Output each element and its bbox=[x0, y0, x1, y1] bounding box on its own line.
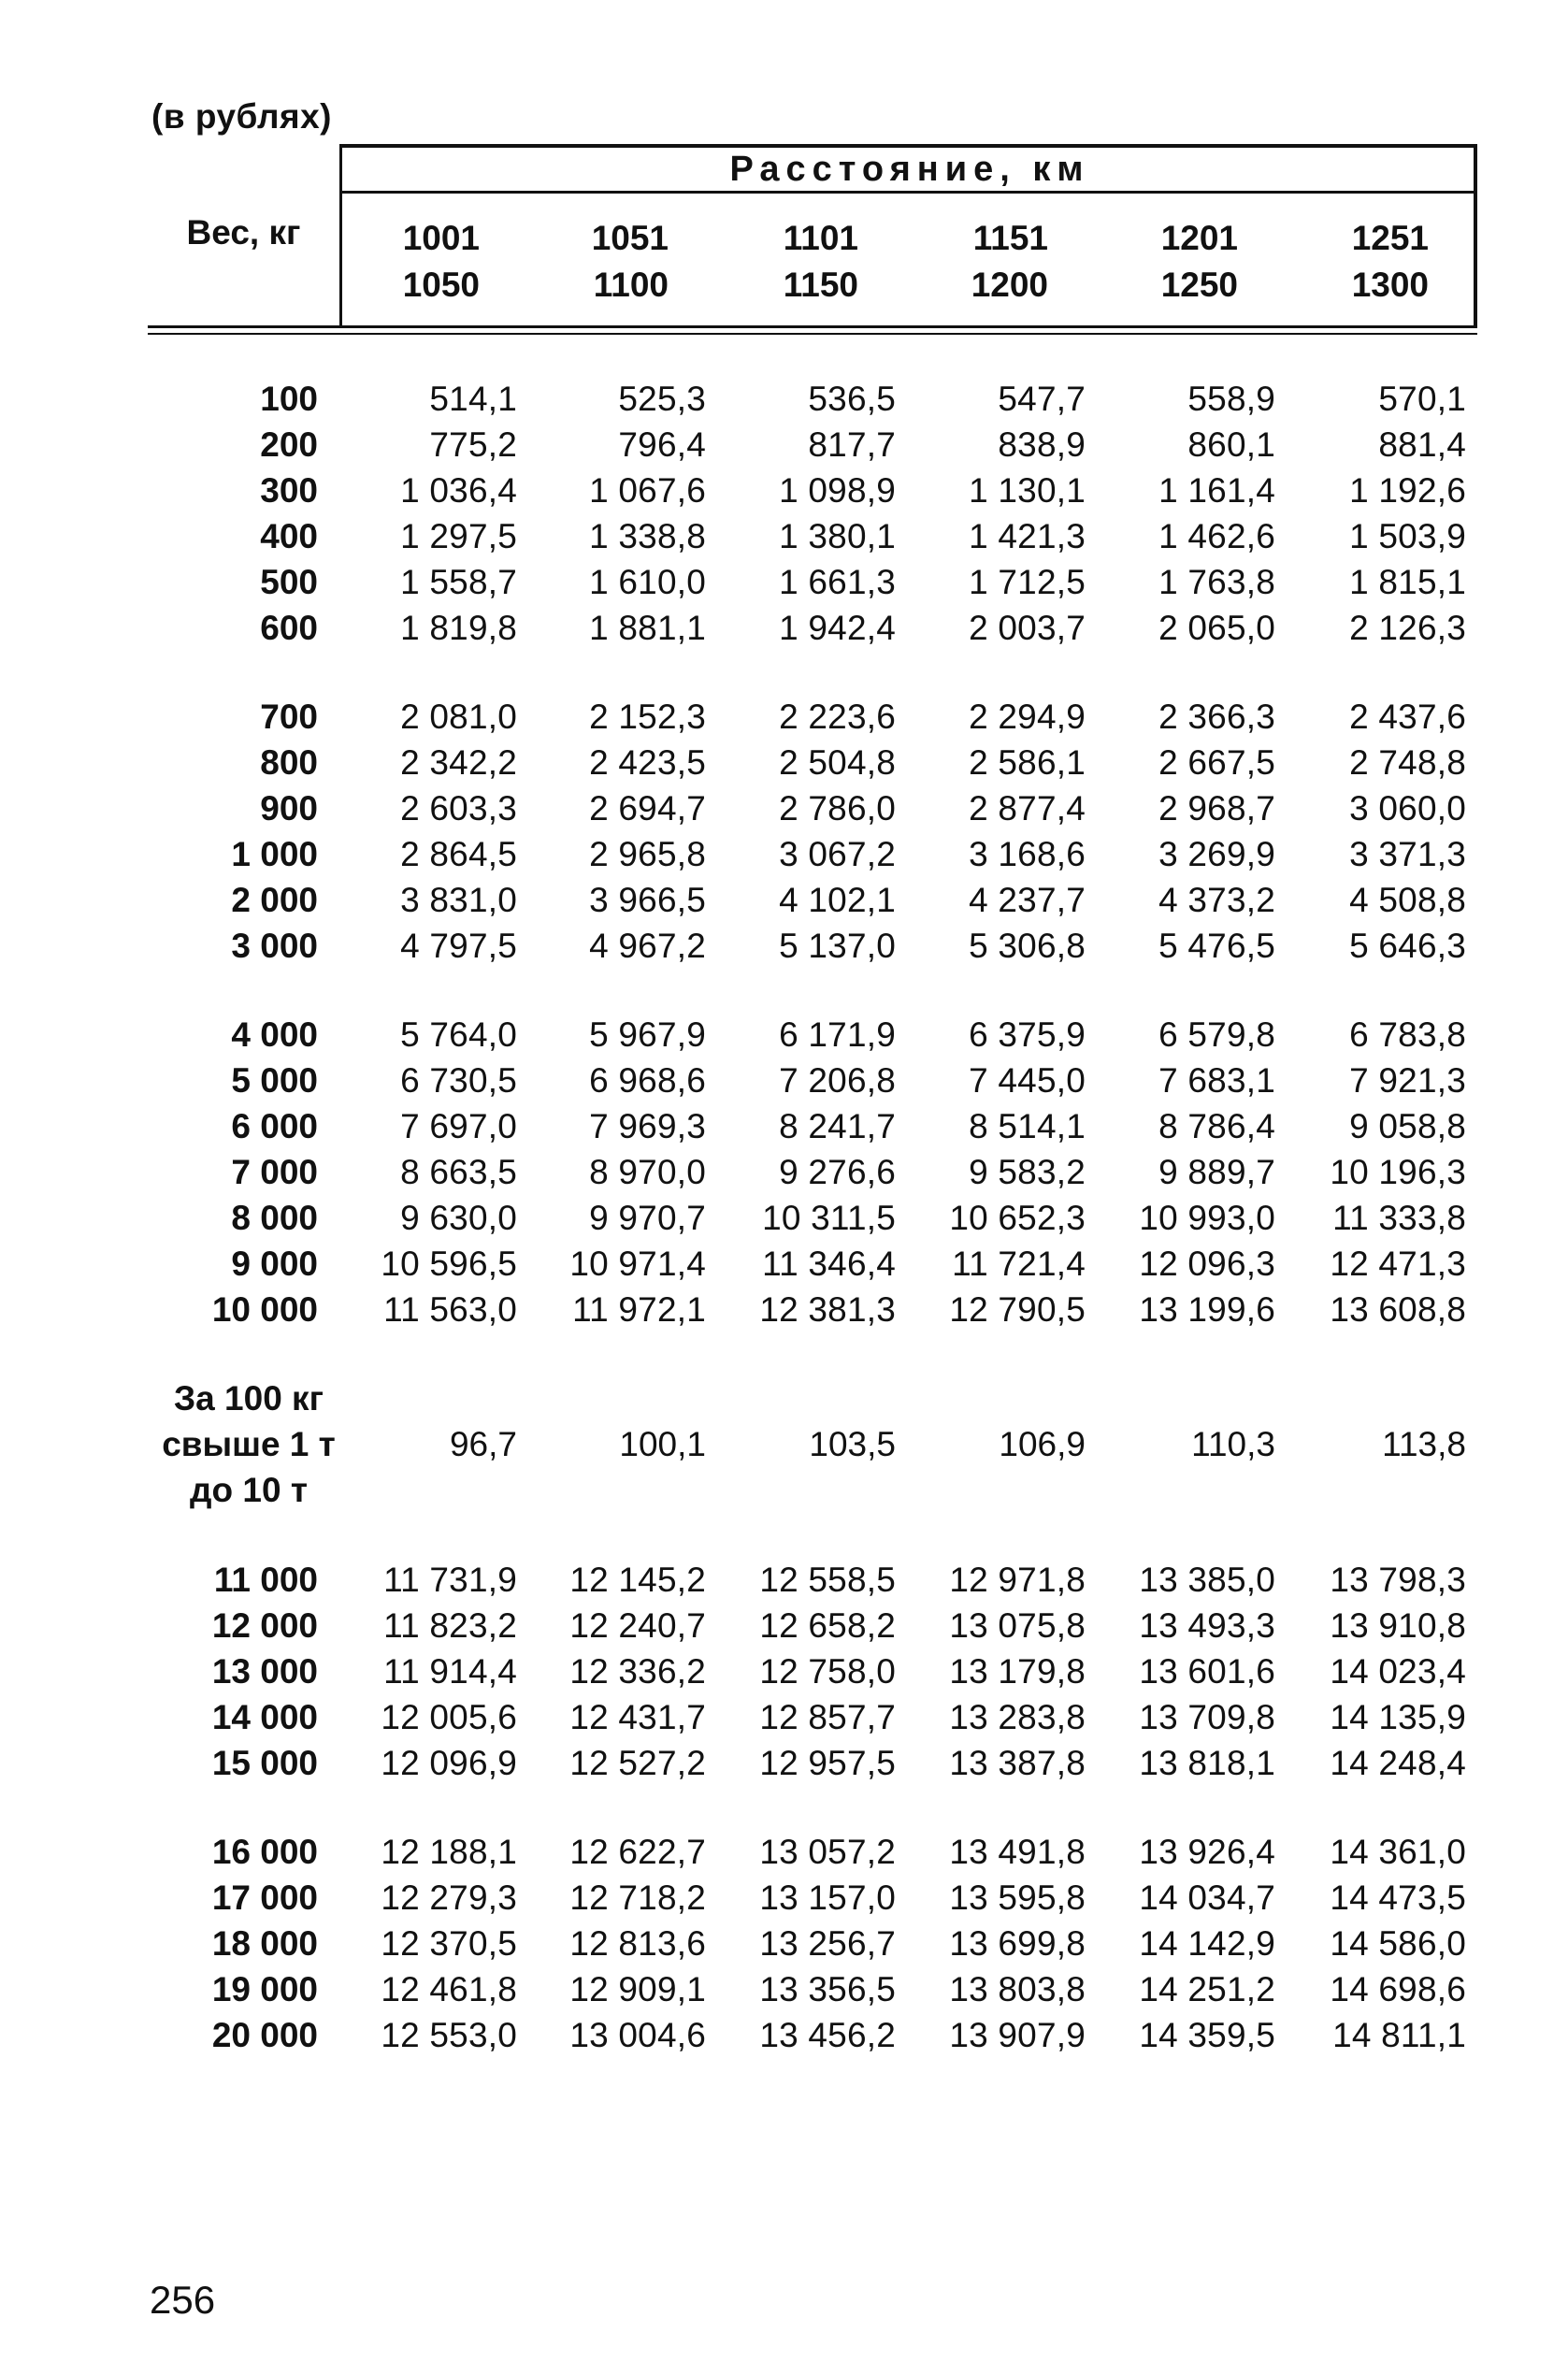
tariff-cell: 1 421,3 bbox=[969, 517, 1086, 555]
surcharge-label-line: свыше 1 т bbox=[162, 1425, 336, 1463]
table-row bbox=[148, 1966, 1477, 2012]
tariff-cell: 3 966,5 bbox=[589, 881, 706, 919]
tariff-cell: 9 889,7 bbox=[1158, 1153, 1275, 1191]
tariff-cell: 12 857,7 bbox=[759, 1698, 896, 1736]
tariff-cell: 11 346,4 bbox=[762, 1245, 896, 1283]
surcharge-cell: 100,1 bbox=[619, 1425, 706, 1463]
weight-cell: 3 000 bbox=[231, 927, 318, 965]
tariff-cell: 2 081,0 bbox=[400, 698, 517, 736]
tariff-cell: 5 476,5 bbox=[1158, 927, 1275, 965]
table-row bbox=[148, 1740, 1477, 1786]
tariff-cell: 2 223,6 bbox=[779, 698, 896, 736]
tariff-cell: 12 558,5 bbox=[759, 1561, 896, 1599]
tariff-cell: 4 508,8 bbox=[1349, 881, 1466, 919]
tariff-cell: 7 921,3 bbox=[1349, 1061, 1466, 1100]
tariff-cell: 14 251,2 bbox=[1139, 1970, 1275, 2008]
table-row bbox=[148, 1241, 1477, 1287]
tariff-cell: 13 595,8 bbox=[949, 1878, 1086, 1917]
tariff-cell: 1 036,4 bbox=[400, 471, 517, 510]
tariff-cell: 14 135,9 bbox=[1330, 1698, 1466, 1736]
tariff-cell: 536,5 bbox=[808, 380, 896, 418]
weight-cell: 1 000 bbox=[231, 835, 318, 873]
tariff-cell: 3 168,6 bbox=[969, 835, 1086, 873]
tariff-cell: 14 811,1 bbox=[1332, 2016, 1466, 2054]
row-group bbox=[148, 376, 1477, 651]
tariff-cell: 1 130,1 bbox=[969, 471, 1086, 510]
tariff-cell: 14 248,4 bbox=[1330, 1744, 1466, 1782]
table-row bbox=[148, 1195, 1477, 1241]
table-body bbox=[148, 376, 1477, 2101]
range-from: 1151 bbox=[972, 219, 1048, 257]
tariff-cell: 1 661,3 bbox=[779, 563, 896, 601]
tariff-cell: 14 361,0 bbox=[1330, 1833, 1466, 1871]
tariff-cell: 2 003,7 bbox=[969, 609, 1086, 647]
tariff-cell: 12 188,1 bbox=[381, 1833, 517, 1871]
tariff-cell: 3 269,9 bbox=[1158, 835, 1275, 873]
header-top-rule bbox=[342, 144, 1477, 148]
tariff-cell: 11 563,0 bbox=[383, 1290, 517, 1329]
tariff-cell: 11 823,2 bbox=[383, 1606, 517, 1645]
tariff-cell: 3 060,0 bbox=[1349, 789, 1466, 828]
weight-cell: 17 000 bbox=[211, 1878, 318, 1917]
weight-cell: 2 000 bbox=[231, 881, 318, 919]
range-to: 1200 bbox=[971, 266, 1048, 304]
tariff-cell: 4 797,5 bbox=[400, 927, 517, 965]
weight-cell: 18 000 bbox=[211, 1924, 318, 1963]
tariff-cell: 4 373,2 bbox=[1158, 881, 1275, 919]
table-row bbox=[148, 1694, 1477, 1740]
tariff-cell: 11 721,4 bbox=[952, 1245, 1086, 1283]
surcharge-row bbox=[148, 1375, 1477, 1514]
tariff-cell: 13 491,8 bbox=[949, 1833, 1086, 1871]
weight-cell: 13 000 bbox=[211, 1652, 318, 1691]
table-row bbox=[148, 1149, 1477, 1195]
distance-header: Расстояние, км bbox=[729, 150, 1090, 189]
tariff-cell: 10 993,0 bbox=[1139, 1199, 1275, 1237]
weight-cell: 4 000 bbox=[231, 1015, 318, 1054]
tariff-cell: 13 493,3 bbox=[1139, 1606, 1275, 1645]
tariff-cell: 12 381,3 bbox=[759, 1290, 896, 1329]
tariff-cell: 13 926,4 bbox=[1139, 1833, 1275, 1871]
tariff-cell: 1 610,0 bbox=[589, 563, 706, 601]
weight-cell: 300 bbox=[260, 471, 318, 510]
tariff-cell: 11 972,1 bbox=[572, 1290, 706, 1329]
row-groups-lower bbox=[148, 1557, 1477, 2058]
tariff-cell: 13 907,9 bbox=[949, 2016, 1086, 2054]
range-from: 1051 bbox=[591, 219, 669, 257]
tariff-cell: 11 333,8 bbox=[1332, 1199, 1466, 1237]
tariff-cell: 2 504,8 bbox=[779, 743, 896, 782]
tariff-cell: 2 877,4 bbox=[969, 789, 1086, 828]
tariff-cell: 547,7 bbox=[998, 380, 1086, 418]
tariff-cell: 9 630,0 bbox=[400, 1199, 517, 1237]
tariff-cell: 1 712,5 bbox=[969, 563, 1086, 601]
surcharge-cell: 110,3 bbox=[1191, 1425, 1275, 1463]
tariff-cell: 12 096,3 bbox=[1139, 1245, 1275, 1283]
tariff-cell: 13 199,6 bbox=[1139, 1290, 1275, 1329]
tariff-cell: 881,4 bbox=[1378, 425, 1466, 464]
tariff-cell: 7 683,1 bbox=[1158, 1061, 1275, 1100]
row-group bbox=[148, 694, 1477, 969]
table-row bbox=[148, 376, 1477, 422]
surcharge-label bbox=[155, 1375, 342, 1513]
table-row bbox=[148, 422, 1477, 468]
weight-cell: 7 000 bbox=[231, 1153, 318, 1191]
tariff-cell: 12 370,5 bbox=[381, 1924, 517, 1963]
weight-cell: 500 bbox=[260, 563, 318, 601]
tariff-cell: 2 342,2 bbox=[400, 743, 517, 782]
tariff-cell: 14 359,5 bbox=[1139, 2016, 1275, 2054]
tariff-cell: 13 699,8 bbox=[949, 1924, 1086, 1963]
table-row bbox=[148, 740, 1477, 785]
row-group bbox=[148, 1829, 1477, 2058]
tariff-cell: 2 968,7 bbox=[1158, 789, 1275, 828]
tariff-cell: 6 968,6 bbox=[589, 1061, 706, 1100]
tariff-cell: 13 709,8 bbox=[1139, 1698, 1275, 1736]
tariff-cell: 2 786,0 bbox=[779, 789, 896, 828]
table-row bbox=[148, 1012, 1477, 1058]
table-row bbox=[148, 559, 1477, 605]
tariff-cell: 12 971,8 bbox=[949, 1561, 1086, 1599]
tariff-cell: 9 970,7 bbox=[589, 1199, 706, 1237]
range-to: 1250 bbox=[1160, 266, 1238, 304]
tariff-cell: 12 758,0 bbox=[759, 1652, 896, 1691]
range-to: 1050 bbox=[402, 266, 480, 304]
tariff-cell: 775,2 bbox=[429, 425, 517, 464]
tariff-cell: 2 603,3 bbox=[400, 789, 517, 828]
tariff-cell: 5 764,0 bbox=[400, 1015, 517, 1054]
weight-cell: 14 000 bbox=[211, 1698, 318, 1736]
range-to: 1150 bbox=[783, 266, 858, 304]
surcharge-cell: 103,5 bbox=[809, 1425, 896, 1463]
weight-cell: 400 bbox=[260, 517, 318, 555]
distance-range-col-5 bbox=[1088, 215, 1238, 309]
tariff-cell: 796,4 bbox=[618, 425, 706, 464]
tariff-cell: 6 730,5 bbox=[400, 1061, 517, 1100]
tariff-cell: 8 241,7 bbox=[779, 1107, 896, 1145]
units-caption: (в рублях) bbox=[151, 97, 332, 136]
weight-cell: 5 000 bbox=[231, 1061, 318, 1100]
surcharge-label-line: до 10 т bbox=[190, 1471, 308, 1509]
weight-cell: 12 000 bbox=[211, 1606, 318, 1645]
tariff-cell: 2 366,3 bbox=[1158, 698, 1275, 736]
tariff-cell: 12 553,0 bbox=[381, 2016, 517, 2054]
tariff-cell: 12 240,7 bbox=[569, 1606, 706, 1645]
tariff-cell: 12 813,6 bbox=[569, 1924, 706, 1963]
tariff-cell: 1 161,4 bbox=[1158, 471, 1275, 510]
tariff-cell: 11 731,9 bbox=[383, 1561, 517, 1599]
weight-cell: 700 bbox=[260, 698, 318, 736]
table-row bbox=[148, 513, 1477, 559]
surcharge-cell: 113,8 bbox=[1382, 1425, 1466, 1463]
tariff-cell: 12 279,3 bbox=[381, 1878, 517, 1917]
tariff-cell: 5 137,0 bbox=[779, 927, 896, 965]
tariff-cell: 5 306,8 bbox=[969, 927, 1086, 965]
tariff-cell: 13 910,8 bbox=[1330, 1606, 1466, 1645]
table-row bbox=[148, 1103, 1477, 1149]
tariff-cell: 2 748,8 bbox=[1349, 743, 1466, 782]
tariff-cell: 10 311,5 bbox=[762, 1199, 896, 1237]
tariff-cell: 13 818,1 bbox=[1139, 1744, 1275, 1782]
tariff-cell: 5 646,3 bbox=[1349, 927, 1466, 965]
weight-cell: 800 bbox=[260, 743, 318, 782]
tariff-cell: 12 336,2 bbox=[569, 1652, 706, 1691]
tariff-cell: 13 157,0 bbox=[759, 1878, 896, 1917]
tariff-cell: 12 431,7 bbox=[569, 1698, 706, 1736]
tariff-cell: 13 283,8 bbox=[949, 1698, 1086, 1736]
tariff-cell: 12 527,2 bbox=[569, 1744, 706, 1782]
tariff-cell: 1 192,6 bbox=[1349, 471, 1466, 510]
tariff-cell: 3 831,0 bbox=[400, 881, 517, 919]
tariff-cell: 14 034,7 bbox=[1139, 1878, 1275, 1917]
surcharge-cell: 106,9 bbox=[999, 1425, 1086, 1463]
tariff-cell: 13 387,8 bbox=[949, 1744, 1086, 1782]
tariff-cell: 1 503,9 bbox=[1349, 517, 1466, 555]
tariff-cell: 8 786,4 bbox=[1158, 1107, 1275, 1145]
tariff-cell: 1 558,7 bbox=[400, 563, 517, 601]
tariff-cell: 10 596,5 bbox=[381, 1245, 517, 1283]
table-row bbox=[148, 1648, 1477, 1694]
tariff-cell: 12 005,6 bbox=[381, 1698, 517, 1736]
range-from: 1201 bbox=[1160, 219, 1238, 257]
weight-cell: 15 000 bbox=[211, 1744, 318, 1782]
tariff-cell: 14 023,4 bbox=[1330, 1652, 1466, 1691]
tariff-cell: 2 126,3 bbox=[1349, 609, 1466, 647]
range-from: 1251 bbox=[1351, 219, 1429, 257]
tariff-cell: 4 102,1 bbox=[779, 881, 896, 919]
range-to: 1100 bbox=[593, 266, 669, 304]
tariff-cell: 6 783,8 bbox=[1349, 1015, 1466, 1054]
range-from: 1101 bbox=[783, 219, 858, 257]
tariff-cell: 860,1 bbox=[1187, 425, 1275, 464]
weight-cell: 200 bbox=[260, 425, 318, 464]
tariff-cell: 13 256,7 bbox=[759, 1924, 896, 1963]
tariff-cell: 9 583,2 bbox=[969, 1153, 1086, 1191]
tariff-cell: 558,9 bbox=[1187, 380, 1275, 418]
row-groups-upper bbox=[148, 376, 1477, 1332]
table-row bbox=[148, 1287, 1477, 1332]
tariff-cell: 2 864,5 bbox=[400, 835, 517, 873]
distance-range-col-4 bbox=[899, 215, 1048, 309]
tariff-cell: 6 375,9 bbox=[969, 1015, 1086, 1054]
tariff-cell: 13 601,6 bbox=[1139, 1652, 1275, 1691]
table-row bbox=[148, 785, 1477, 831]
tariff-cell: 11 914,4 bbox=[383, 1652, 517, 1691]
weight-cell: 8 000 bbox=[231, 1199, 318, 1237]
tariff-cell: 12 909,1 bbox=[569, 1970, 706, 2008]
table-row bbox=[148, 1875, 1477, 1921]
tariff-cell: 10 652,3 bbox=[949, 1199, 1086, 1237]
row-group bbox=[148, 1557, 1477, 1786]
tariff-cell: 13 385,0 bbox=[1139, 1561, 1275, 1599]
tariff-cell: 7 969,3 bbox=[589, 1107, 706, 1145]
tariff-cell: 14 698,6 bbox=[1330, 1970, 1466, 2008]
tariff-cell: 514,1 bbox=[429, 380, 517, 418]
tariff-cell: 2 152,3 bbox=[589, 698, 706, 736]
weight-cell: 6 000 bbox=[231, 1107, 318, 1145]
tariff-cell: 13 356,5 bbox=[759, 1970, 896, 2008]
tariff-cell: 12 658,2 bbox=[759, 1606, 896, 1645]
tariff-cell: 1 819,8 bbox=[400, 609, 517, 647]
tariff-cell: 1 098,9 bbox=[779, 471, 896, 510]
weight-cell: 600 bbox=[260, 609, 318, 647]
header-bottom-rule-double bbox=[148, 333, 1477, 335]
tariff-cell: 817,7 bbox=[808, 425, 896, 464]
tariff-cell: 12 096,9 bbox=[381, 1744, 517, 1782]
tariff-cell: 6 171,9 bbox=[779, 1015, 896, 1054]
tariff-cell: 8 663,5 bbox=[400, 1153, 517, 1191]
tariff-cell: 12 622,7 bbox=[569, 1833, 706, 1871]
tariff-cell: 14 586,0 bbox=[1330, 1924, 1466, 1963]
surcharge-label-line: За 100 кг bbox=[174, 1379, 324, 1418]
page-number: 256 bbox=[150, 2278, 216, 2322]
weight-cell: 100 bbox=[260, 380, 318, 418]
tariff-cell: 1 380,1 bbox=[779, 517, 896, 555]
tariff-cell: 1 815,1 bbox=[1349, 563, 1466, 601]
tariff-cell: 8 514,1 bbox=[969, 1107, 1086, 1145]
table-header bbox=[148, 140, 1477, 337]
table-row bbox=[148, 2012, 1477, 2058]
range-from: 1001 bbox=[402, 219, 480, 257]
table-row bbox=[148, 605, 1477, 651]
tariff-cell: 1 338,8 bbox=[589, 517, 706, 555]
tariff-cell: 12 718,2 bbox=[569, 1878, 706, 1917]
tariff-cell: 6 579,8 bbox=[1158, 1015, 1275, 1054]
surcharge-cell: 96,7 bbox=[449, 1425, 517, 1463]
tariff-cell: 9 058,8 bbox=[1349, 1107, 1466, 1145]
distance-range-col-1 bbox=[330, 215, 480, 309]
table-row bbox=[148, 1557, 1477, 1603]
tariff-cell: 2 667,5 bbox=[1158, 743, 1275, 782]
tariff-cell: 4 237,7 bbox=[969, 881, 1086, 919]
weight-cell: 11 000 bbox=[213, 1561, 318, 1599]
tariff-cell: 525,3 bbox=[618, 380, 706, 418]
tariff-cell: 5 967,9 bbox=[589, 1015, 706, 1054]
tariff-cell: 7 206,8 bbox=[779, 1061, 896, 1100]
header-mid-rule bbox=[342, 191, 1477, 194]
tariff-cell: 14 142,9 bbox=[1139, 1924, 1275, 1963]
range-to: 1300 bbox=[1351, 266, 1429, 304]
tariff-cell: 3 371,3 bbox=[1349, 835, 1466, 873]
weight-cell: 20 000 bbox=[211, 2016, 318, 2054]
tariff-cell: 8 970,0 bbox=[589, 1153, 706, 1191]
tariff-cell: 2 694,7 bbox=[589, 789, 706, 828]
tariff-cell: 13 608,8 bbox=[1330, 1290, 1466, 1329]
tariff-cell: 13 179,8 bbox=[949, 1652, 1086, 1691]
table-row bbox=[148, 1829, 1477, 1875]
tariff-cell: 13 057,2 bbox=[759, 1833, 896, 1871]
tariff-cell: 12 471,3 bbox=[1330, 1245, 1466, 1283]
tariff-cell: 2 437,6 bbox=[1349, 698, 1466, 736]
tariff-cell: 2 423,5 bbox=[589, 743, 706, 782]
table-row bbox=[148, 468, 1477, 513]
tariff-cell: 12 145,2 bbox=[569, 1561, 706, 1599]
tariff-cell: 13 075,8 bbox=[949, 1606, 1086, 1645]
weight-cell: 10 000 bbox=[211, 1290, 318, 1329]
tariff-cell: 1 881,1 bbox=[589, 609, 706, 647]
tariff-cell: 4 967,2 bbox=[589, 927, 706, 965]
table-row bbox=[148, 923, 1477, 969]
tariff-cell: 570,1 bbox=[1378, 380, 1466, 418]
tariff-cell: 1 942,4 bbox=[779, 609, 896, 647]
table-row bbox=[148, 1058, 1477, 1103]
tariff-cell: 2 586,1 bbox=[969, 743, 1086, 782]
distance-range-col-3 bbox=[709, 215, 858, 309]
table-row bbox=[148, 1603, 1477, 1648]
tariff-cell: 12 790,5 bbox=[949, 1290, 1086, 1329]
tariff-cell: 1 462,6 bbox=[1158, 517, 1275, 555]
weight-cell: 19 000 bbox=[211, 1970, 318, 2008]
weight-cell: 16 000 bbox=[211, 1833, 318, 1871]
weight-header: Вес, кг bbox=[186, 213, 301, 252]
row-group bbox=[148, 1012, 1477, 1332]
tariff-cell: 13 798,3 bbox=[1330, 1561, 1466, 1599]
weight-cell: 9 000 bbox=[231, 1245, 318, 1283]
distance-range-col-2 bbox=[519, 215, 669, 309]
tariff-cell: 3 067,2 bbox=[779, 835, 896, 873]
tariff-cell: 13 456,2 bbox=[759, 2016, 896, 2054]
distance-range-col-6 bbox=[1279, 215, 1429, 309]
tariff-cell: 9 276,6 bbox=[779, 1153, 896, 1191]
tariff-cell: 12 461,8 bbox=[381, 1970, 517, 2008]
tariff-cell: 7 697,0 bbox=[400, 1107, 517, 1145]
tariff-cell: 2 065,0 bbox=[1158, 609, 1275, 647]
weight-cell: 900 bbox=[260, 789, 318, 828]
tariff-cell: 1 067,6 bbox=[589, 471, 706, 510]
header-bottom-rule bbox=[148, 325, 1477, 328]
tariff-cell: 10 971,4 bbox=[569, 1245, 706, 1283]
tariff-cell: 14 473,5 bbox=[1330, 1878, 1466, 1917]
tariff-cell: 1 763,8 bbox=[1158, 563, 1275, 601]
tariff-cell: 13 803,8 bbox=[949, 1970, 1086, 2008]
tariff-cell: 12 957,5 bbox=[759, 1744, 896, 1782]
table-row bbox=[148, 877, 1477, 923]
tariff-cell: 1 297,5 bbox=[400, 517, 517, 555]
tariff-cell: 2 294,9 bbox=[969, 698, 1086, 736]
table-row bbox=[148, 694, 1477, 740]
tariff-cell: 2 965,8 bbox=[589, 835, 706, 873]
tariff-cell: 838,9 bbox=[998, 425, 1086, 464]
tariff-cell: 10 196,3 bbox=[1330, 1153, 1466, 1191]
tariff-cell: 7 445,0 bbox=[969, 1061, 1086, 1100]
table-row bbox=[148, 1921, 1477, 1966]
tariff-cell: 13 004,6 bbox=[569, 2016, 706, 2054]
table-row bbox=[148, 831, 1477, 877]
